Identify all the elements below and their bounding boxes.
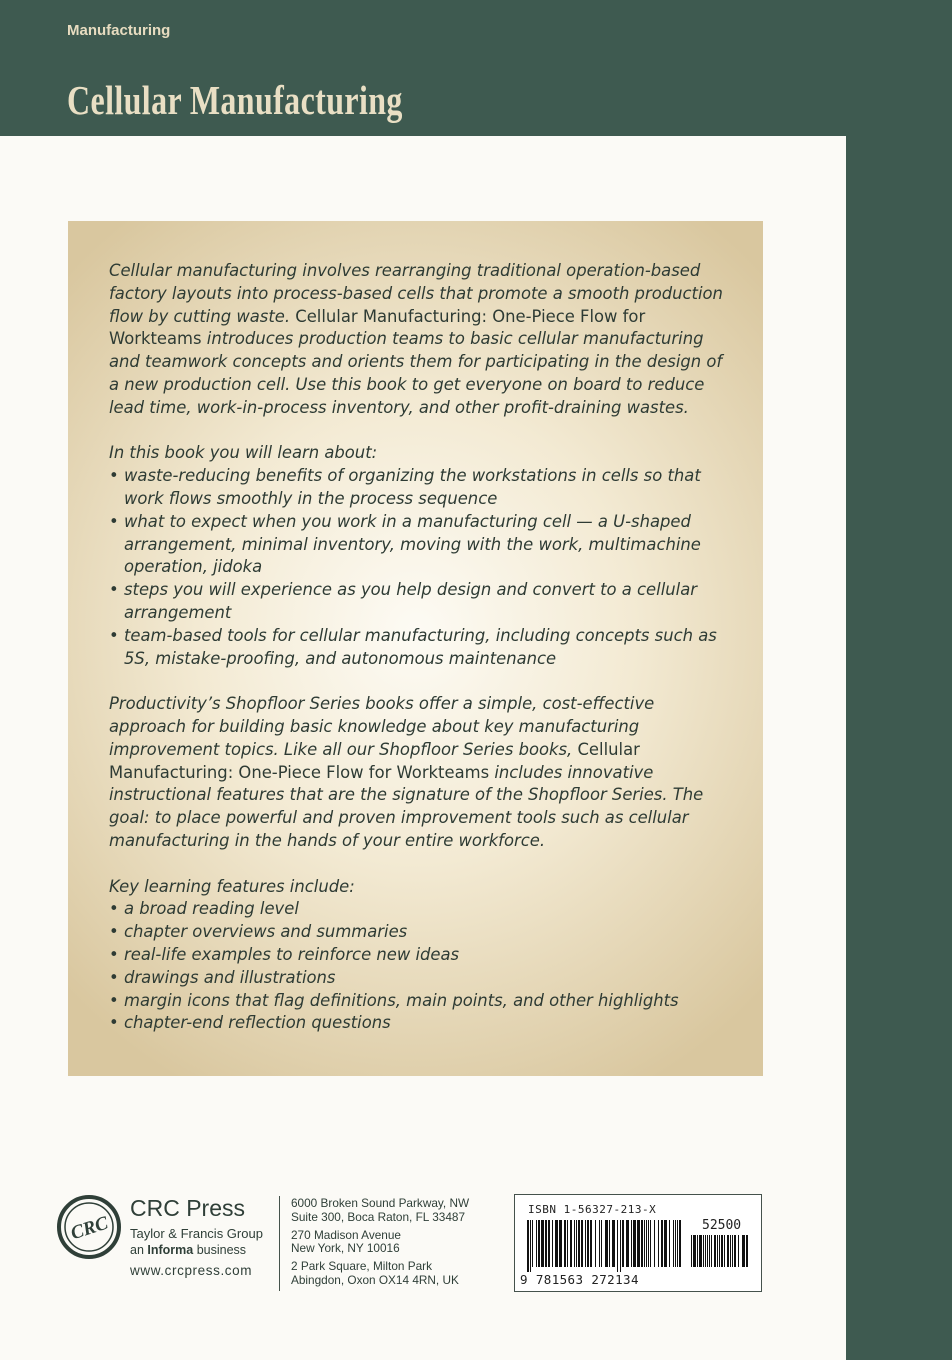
intro-text-1: Cellular manufacturing involves rearranging traditional operation-based factory layouts into process-based cells that promote a smooth production flow by cutting waste. xyxy=(109,261,723,326)
feature-item: • margin icons that flag definitions, main points, and other highlights xyxy=(109,990,733,1013)
feature-item: • real-life examples to reinforce new ideas xyxy=(109,944,733,967)
barcode-bar xyxy=(693,1235,696,1267)
publisher-name: CRC Press xyxy=(130,1195,246,1221)
barcode-bar xyxy=(538,1220,540,1267)
address-line: Abingdon, Oxon OX14 4RN, UK xyxy=(291,1272,459,1287)
barcode-bar xyxy=(587,1220,589,1267)
barcode-bar xyxy=(679,1220,681,1267)
publisher-informa xyxy=(130,1243,246,1257)
barcode-bar xyxy=(605,1220,608,1267)
series-text-1: Productivity’s Shopfloor Series books offer a simple, cost-effective approach for building basic knowledge about key manufacturing improvement topics. Like all our Shopfloor Series books, xyxy=(109,694,655,759)
barcode-bar xyxy=(646,1220,647,1267)
address-line: 270 Madison Avenue xyxy=(291,1227,401,1242)
barcode-bar xyxy=(650,1220,651,1267)
barcode-bar xyxy=(648,1220,649,1267)
barcode-bar xyxy=(664,1220,667,1267)
address-line: Suite 300, Boca Raton, FL 33487 xyxy=(291,1209,466,1224)
barcode-bar xyxy=(545,1220,547,1267)
crc-logo-text: CRC xyxy=(68,1212,111,1245)
barcode-bar xyxy=(612,1220,615,1267)
book-title: Cellular Manufacturing xyxy=(67,77,403,123)
description-box xyxy=(68,221,763,1076)
barcode-bar xyxy=(691,1235,692,1267)
barcode-bar xyxy=(581,1220,583,1267)
barcode-bar xyxy=(732,1235,733,1267)
barcode-bar xyxy=(709,1235,710,1267)
learn-item: • team-based tools for cellular manufacturing, including concepts such as 5S, mistake-proofing, and autonomous maintenance xyxy=(109,625,733,671)
barcode-bar xyxy=(555,1220,558,1267)
barcode-bar xyxy=(677,1220,678,1267)
ean-digits: 9 781563 272134 xyxy=(520,1272,639,1287)
barcode-bar xyxy=(705,1235,706,1267)
barcode-bar xyxy=(727,1235,729,1267)
intro-book-title: Cellular Manufacturing: One-Piece Flow for Workteams xyxy=(109,306,646,349)
barcode-bar xyxy=(570,1220,572,1267)
barcode-bar xyxy=(599,1220,600,1267)
barcode-addon-bars xyxy=(691,1235,749,1272)
barcode-bar xyxy=(590,1220,592,1267)
barcode-bar xyxy=(661,1220,663,1267)
barcode-bar xyxy=(721,1235,723,1267)
barcode-bar xyxy=(552,1220,553,1267)
barcode-bar xyxy=(532,1220,533,1267)
barcode-bar xyxy=(527,1220,529,1272)
address-line: 2 Park Square, Milton Park xyxy=(291,1259,432,1274)
feature-item: • drawings and illustrations xyxy=(109,967,733,990)
feature-item: • a broad reading level xyxy=(109,898,733,921)
barcode-bar xyxy=(707,1235,708,1267)
publisher-divider xyxy=(279,1196,280,1291)
barcode-bar xyxy=(658,1220,659,1267)
barcode-bar xyxy=(536,1220,537,1267)
barcode-bar xyxy=(601,1220,602,1267)
intro-paragraph xyxy=(109,260,733,420)
barcode-bar xyxy=(711,1235,712,1267)
category-label: Manufacturing xyxy=(67,22,171,39)
barcode-bar xyxy=(730,1235,731,1267)
barcode-bar xyxy=(699,1235,702,1267)
barcode-bar xyxy=(734,1235,736,1267)
barcode-bar xyxy=(574,1220,575,1267)
barcode-bar xyxy=(567,1220,568,1267)
barcode-bar xyxy=(530,1220,531,1272)
barcode-bars xyxy=(527,1220,683,1272)
barcode-bar xyxy=(631,1220,632,1267)
barcode-bar xyxy=(703,1235,704,1267)
learn-item: • waste-reducing benefits of organizing the workstations in cells so that work flows smoothly in the process sequence xyxy=(109,465,733,511)
address-boca-raton xyxy=(291,1197,501,1225)
publisher-block xyxy=(55,1193,295,1293)
barcode-bar xyxy=(622,1220,624,1267)
barcode-bar xyxy=(714,1235,716,1267)
barcode-bar xyxy=(564,1220,566,1267)
barcode-bar xyxy=(576,1220,577,1267)
publisher-group: Taylor & Francis Group xyxy=(130,1226,263,1241)
feature-item: • chapter-end reflection questions xyxy=(109,1012,733,1035)
learn-heading: In this book you will learn about: xyxy=(109,443,378,463)
barcode-bar xyxy=(724,1235,725,1267)
barcode-bar xyxy=(697,1235,698,1267)
barcode-bar xyxy=(654,1220,655,1267)
features-heading: Key learning features include: xyxy=(109,876,355,896)
publisher-url[interactable]: www.crcpress.com xyxy=(130,1263,253,1278)
barcode-bar xyxy=(595,1220,596,1267)
barcode-bar xyxy=(719,1235,720,1267)
learn-list xyxy=(109,465,733,670)
barcode-bar xyxy=(644,1220,645,1267)
informa-prefix: an xyxy=(130,1243,148,1257)
address-line: New York, NY 10016 xyxy=(291,1241,400,1256)
barcode-bar xyxy=(669,1220,670,1267)
learn-item: • steps you will experience as you help design and convert to a cellular arrangement xyxy=(109,579,733,625)
barcode-bar xyxy=(717,1235,718,1267)
barcode-bar xyxy=(585,1220,586,1267)
isbn-number: ISBN 1-56327-213-X xyxy=(528,1203,657,1216)
barcode-bar xyxy=(637,1220,640,1267)
barcode-bar xyxy=(746,1235,748,1267)
barcode-bar xyxy=(626,1220,629,1267)
address-line: 6000 Broken Sound Parkway, NW xyxy=(291,1196,470,1210)
barcode-bar xyxy=(738,1235,739,1267)
address-new-york xyxy=(291,1229,501,1257)
barcode-bar xyxy=(541,1220,544,1267)
feature-item: • chapter overviews and summaries xyxy=(109,921,733,944)
learn-item: • what to expect when you work in a manufacturing cell — a U-shaped arrangement, minimal inventory, moving with the work, multimachine operation, jidoka xyxy=(109,511,733,579)
barcode-bar xyxy=(673,1220,674,1267)
barcode-bar xyxy=(617,1220,618,1272)
barcode-bar xyxy=(559,1220,562,1267)
barcode-bar xyxy=(620,1220,621,1272)
informa-name: Informa xyxy=(147,1243,194,1257)
series-book-title: Cellular Manufacturing: One-Piece Flow for Workteams xyxy=(109,739,640,782)
address-abingdon xyxy=(291,1260,501,1288)
barcode-bar xyxy=(578,1220,580,1267)
features-list xyxy=(109,898,733,1035)
barcode-bar xyxy=(548,1220,550,1267)
series-paragraph xyxy=(109,693,733,853)
price-code: 52500 xyxy=(702,1218,742,1233)
barcode-bar xyxy=(641,1220,643,1267)
barcode-bar xyxy=(742,1235,745,1267)
barcode-bar xyxy=(609,1220,610,1267)
intro-text-2: introduces production teams to basic cellular manufacturing and teamwork concepts and orients them for participating in the design of a new production cell. Use this book to get everyone on board to reduce lead time, work-in-process inventory, and other profit-draining wastes. xyxy=(109,329,723,417)
barcode-bar xyxy=(633,1220,636,1267)
isbn-barcode xyxy=(514,1194,762,1292)
barcode-bar xyxy=(675,1220,676,1267)
crc-logo-icon xyxy=(55,1193,123,1261)
publisher-addresses xyxy=(291,1197,501,1292)
informa-suffix: business xyxy=(193,1243,247,1257)
series-text-2: includes innovative instructional features that are the signature of the Shopfloor Series. The goal: to place powerful and proven improvement tools such as cellular manufacturing in the hands of your entire workforce. xyxy=(109,762,704,850)
